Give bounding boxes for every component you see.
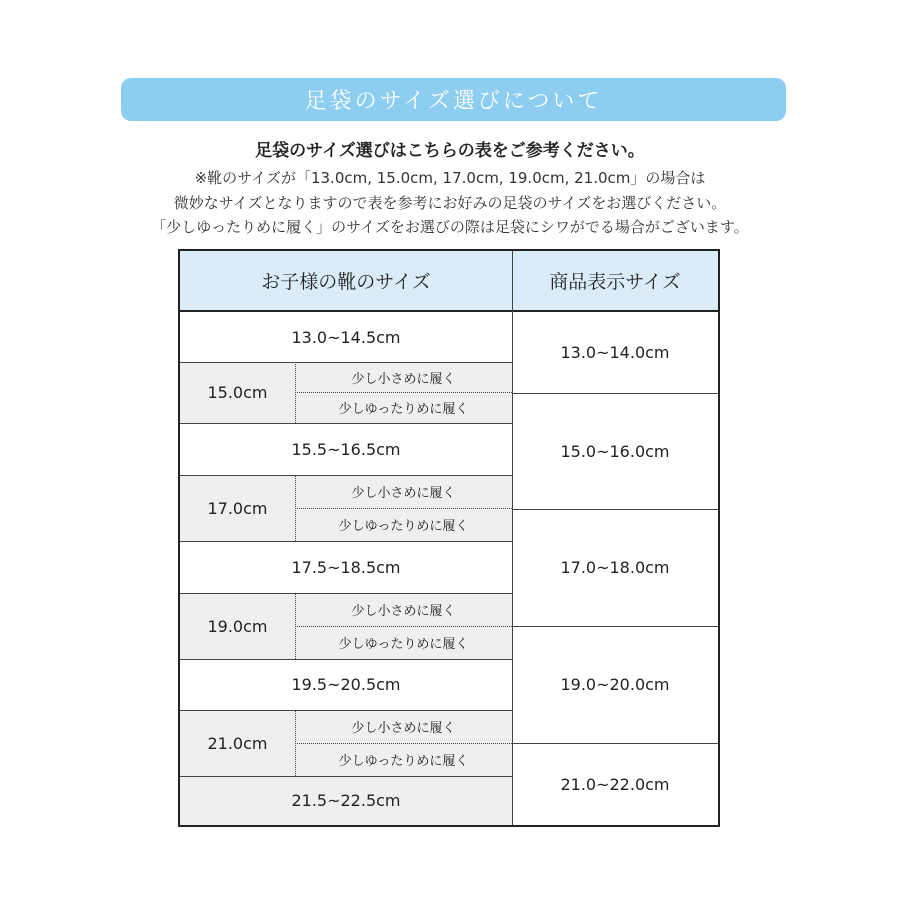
row-divider [180, 593, 512, 594]
row-divider [512, 393, 718, 394]
row-divider [180, 776, 512, 777]
option-loose-cell: 少しゆったりめに履く [295, 626, 512, 659]
banner-title: 足袋のサイズ選びについて [304, 89, 603, 114]
row-divider [512, 743, 718, 744]
range-cell: 13.0~14.5cm [291, 327, 401, 347]
product-size-cell: 19.0~20.0cm [560, 675, 670, 694]
subtitle: 足袋のサイズ選びはこちらの表をご参考ください。 [255, 141, 645, 161]
product-size-cell: 21.0~22.0cm [560, 774, 670, 794]
boundary-size-cell: 21.0cm [180, 710, 295, 776]
row-divider [512, 509, 718, 510]
product-size-cell: 15.0~16.0cm [560, 441, 670, 461]
range-cell: 15.5~16.5cm [291, 439, 401, 459]
row-divider [512, 626, 718, 627]
product-size-cell: 17.0~18.0cm [560, 558, 670, 577]
note-line-1: ※靴のサイズが「13.0cm, 15.0cm, 17.0cm, 19.0cm, 21.0cm」の場合は [194, 169, 706, 187]
header-shoe-size: お子様の靴のサイズ [180, 251, 512, 310]
boundary-size-cell: 15.0cm [180, 362, 295, 423]
option-small-cell: 少し小さめに履く [295, 710, 512, 743]
range-cell: 21.5~22.5cm [180, 776, 512, 825]
row-divider [180, 659, 512, 660]
range-cell: 17.5~18.5cm [291, 557, 401, 577]
boundary-divider [295, 593, 296, 659]
column-divider [512, 251, 513, 825]
boundary-divider [295, 362, 296, 423]
header-divider [180, 310, 718, 312]
option-small-cell: 少し小さめに履く [295, 593, 512, 626]
option-loose-cell: 少しゆったりめに履く [295, 392, 512, 423]
boundary-divider [295, 475, 296, 541]
row-divider [180, 710, 512, 711]
option-small-cell: 少し小さめに履く [295, 362, 512, 392]
header-product-size: 商品表示サイズ [512, 251, 718, 310]
boundary-size-cell: 19.0cm [180, 593, 295, 659]
option-divider [295, 508, 512, 509]
section-banner [121, 78, 786, 121]
note-line-2: 微妙なサイズとなりますので表を参考にお好みの足袋のサイズをお選びください。 [173, 194, 727, 212]
option-loose-cell: 少しゆったりめに履く [295, 508, 512, 541]
option-divider [295, 743, 512, 744]
note-line-3: 「少しゆったりめに履く」のサイズをお選びの際は足袋にシワがでる場合がございます。 [151, 218, 749, 236]
row-divider [180, 475, 512, 476]
row-divider [180, 541, 512, 542]
boundary-size-cell: 17.0cm [180, 475, 295, 541]
row-divider [180, 362, 512, 363]
option-small-cell: 少し小さめに履く [295, 475, 512, 508]
option-divider [295, 626, 512, 627]
size-table [178, 249, 720, 827]
product-size-cell: 13.0~14.0cm [560, 343, 670, 362]
range-cell: 19.5~20.5cm [291, 675, 401, 694]
option-divider [295, 392, 512, 393]
option-loose-cell: 少しゆったりめに履く [295, 743, 512, 776]
boundary-divider [295, 710, 296, 776]
row-divider [180, 423, 512, 424]
